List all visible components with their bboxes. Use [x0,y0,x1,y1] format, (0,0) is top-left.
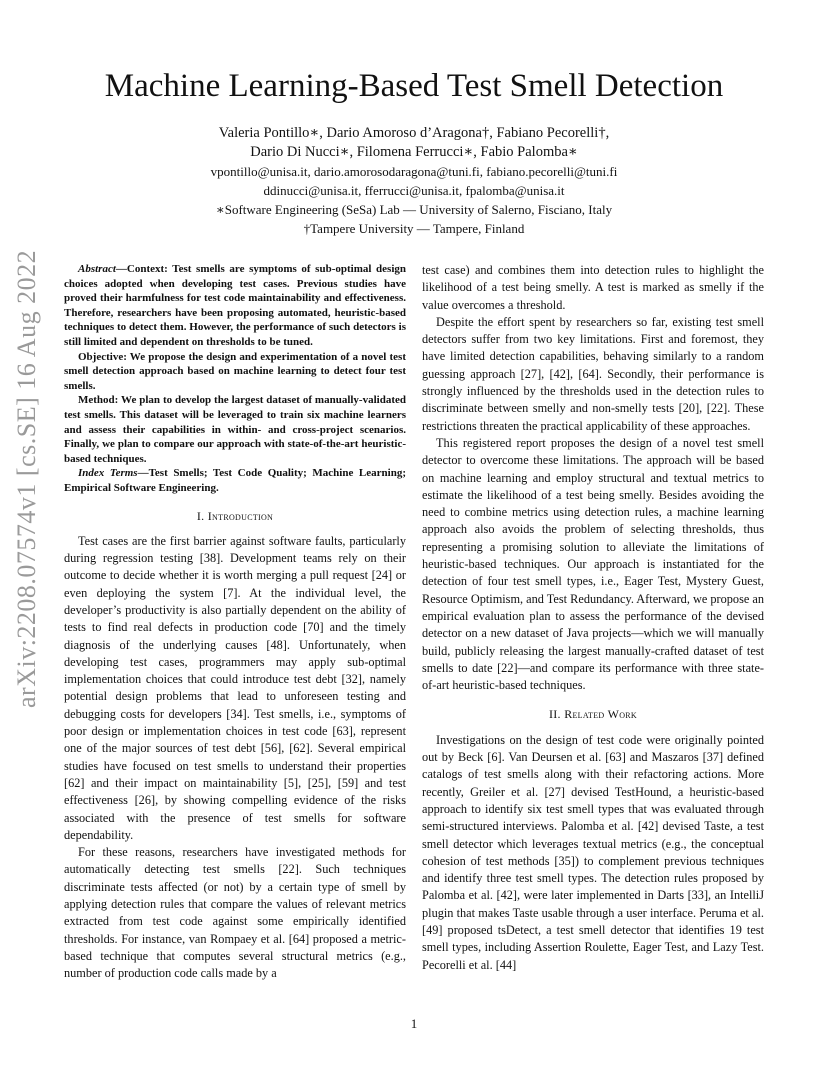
abstract-objective: Objective: We propose the design and experimentation of a novel test smell detection approach based on machine learning to detect four test smells. [64,350,406,392]
author-block [0,124,828,238]
emails-line-1: vpontillo@unisa.it, dario.amorosodaragona@tuni.fi, fabiano.pecorelli@tuni.fi [210,164,618,179]
affiliation-salerno: ∗Software Engineering (SeSa) Lab — University of Salerno, Fisciano, Italy [215,202,613,217]
index-terms-label: Index Terms [78,467,138,480]
intro-paragraph-continued: test case) and combines them into detection rules to highlight the likelihood of a test being smelly. A test is marked as smelly if the value overcomes a threshold. [422,263,764,312]
left-column [64,262,406,983]
section-number: II. [548,707,561,722]
index-terms: —Test Smells; Test Code Quality; Machine Learning; Empirical Software Engineering. [64,467,406,494]
abstract-label: Abstract [78,263,116,275]
intro-paragraph-3: Despite the effort spent by researchers so far, existing test smell detectors suffer from two key limitations. First and foremost, they have limited detection capabilities, behaving similarly to a random guessing approach [27], [42], [64]. Secondly, their performance is strongly influenced by the thresholds used in the detection rules to discriminate between smelly and non-smelly tests [20], [22]. These restrictions threaten the practical applicability of these approaches. [422,314,764,433]
section-title: Introduction [207,508,274,523]
authors-line-2: Dario Di Nucci∗, Filomena Ferrucci∗, Fabio Palomba∗ [250,144,578,160]
intro-paragraph-4: This registered report proposes the design of a novel test smell detector to overcome these limitations. The approach will be based on machine learning and employ structural and textual metrics to estimate the likelihood of a test being smelly. Besides avoiding the need to combine metrics using detection rules, a machine learning approach also avoids the problem of selecting thresholds, thus representing a promising solution to alleviate the limitations of heuristic-based techniques. Our approach is instantiated for the detection of four test smell types, i.e., Eager Test, Mystery Guest, Resource Optimism, and Test Redundancy. Afterward, we propose an empirical evaluation plan to assess the performance of the devised detector on a new dataset of Java projects—which we will manually build, publicly releasing the largest manually-crafted dataset of test smells to date [22]—and compare its performance with three state-of-art heuristic-based techniques. [422,435,765,693]
intro-paragraph-2: For these reasons, researchers have investigated methods for automatically detecting test smells [22]. Such techniques discriminate tests affected (or not) by a certain type of smell by applying detection rules that compare the values of relevant metrics extracted from test code against some empirically identified thresholds. For instance, van Rompaey et al. [64] proposed a metric-based technique that computes several structural metrics (e.g., number of production code calls made by a [64,845,406,981]
paper-title: Machine Learning-Based Test Smell Detection [104,68,724,104]
abstract-context: —Context: Test smells are symptoms of sub-optimal design choices adopted when developing test cases. Previous studies have proved their harmfulness for test code maintainability and effectiveness. Therefore, researchers have been proposing automated, heuristic-based techniques to detect them. However, the performance of such detectors is still limited and dependent on thresholds to be tuned. [64,263,406,348]
authors-line-1: Valeria Pontillo∗, Dario Amoroso d’Aragona†, Fabiano Pecorelli†, [218,125,610,141]
section-heading-related-work [422,706,764,723]
right-column [422,262,764,974]
section-number: I. [196,508,205,523]
page-number: 1 [410,1016,418,1031]
affiliation-tampere: †Tampere University — Tampere, Finland [303,221,525,236]
abstract [64,262,406,496]
emails-line-2: ddinucci@unisa.it, fferrucci@unisa.it, fpalomba@unisa.it [263,183,565,198]
arxiv-stamp[interactable]: arXiv:2208.07574v1 [cs.SE] 16 Aug 2022 [12,249,41,708]
section-title: Related Work [564,707,638,722]
related-paragraph-1: Investigations on the design of test code were originally pointed out by Beck [6]. Van Deursen et al. [63] and Maszaros [37] defined catalogs of test smells along with their refactoring actions. More recently, Greiler et al. [27] devised TestHound, a heuristic-based approach to identify six test smell types that was evaluated through semi-structured interviews. Palomba et al. [42] devised Taste, a test smell detector which leverages textual metrics (e.g., the conceptual cohesion of test methods [35]) to complement previous techniques and identify three test smell types. The detection rules proposed by Palomba et al. [42], were later implemented in Darts [33], an IntelliJ plugin that makes Taste usable through a user interface. Peruma et al. [49] proposed tsDetect, a test smell detector that identifies 19 test smell types, including Assertion Roulette, Eager Test, and Lazy Test. Pecorelli et al. [44] [422,732,764,972]
abstract-method: Method: We plan to develop the largest dataset of manually-validated test smells. This dataset will be leveraged to train six machine learners and assess their capabilities in within- and cross-project scenarios. Finally, we plan to compare our approach with state-of-the-art heuristic-based techniques. [64,394,406,465]
intro-paragraph-1: Test cases are the first barrier against software faults, particularly during regression testing [38]. Development teams rely on their outcome to decide whether it is worth merging a pull request [24] or even deploying the system [7]. At the individual level, the developer’s productivity is also partially dependent on the ability of tests to find real defects in production code [70] and the timely diagnosis of the underlying causes [48]. Unfortunately, when developing test cases, programmers may apply sub-optimal implementation choices that could introduce test debt [32], namely potential design problems that lead to unforeseen testing and debugging costs for developers [34]. Test smells, i.e., symptoms of poor design or implementation choices in test code [63], represent one of the major sources of test debt [56], [62]. Several empirical studies have focused on test smells to understand their properties [62] and their impact on maintainability [5], [25], [59] and test effectiveness [26], by showing compelling evidence of the risks associated with the presence of test smells for software dependability. [64,533,406,842]
section-heading-introduction [64,508,406,525]
